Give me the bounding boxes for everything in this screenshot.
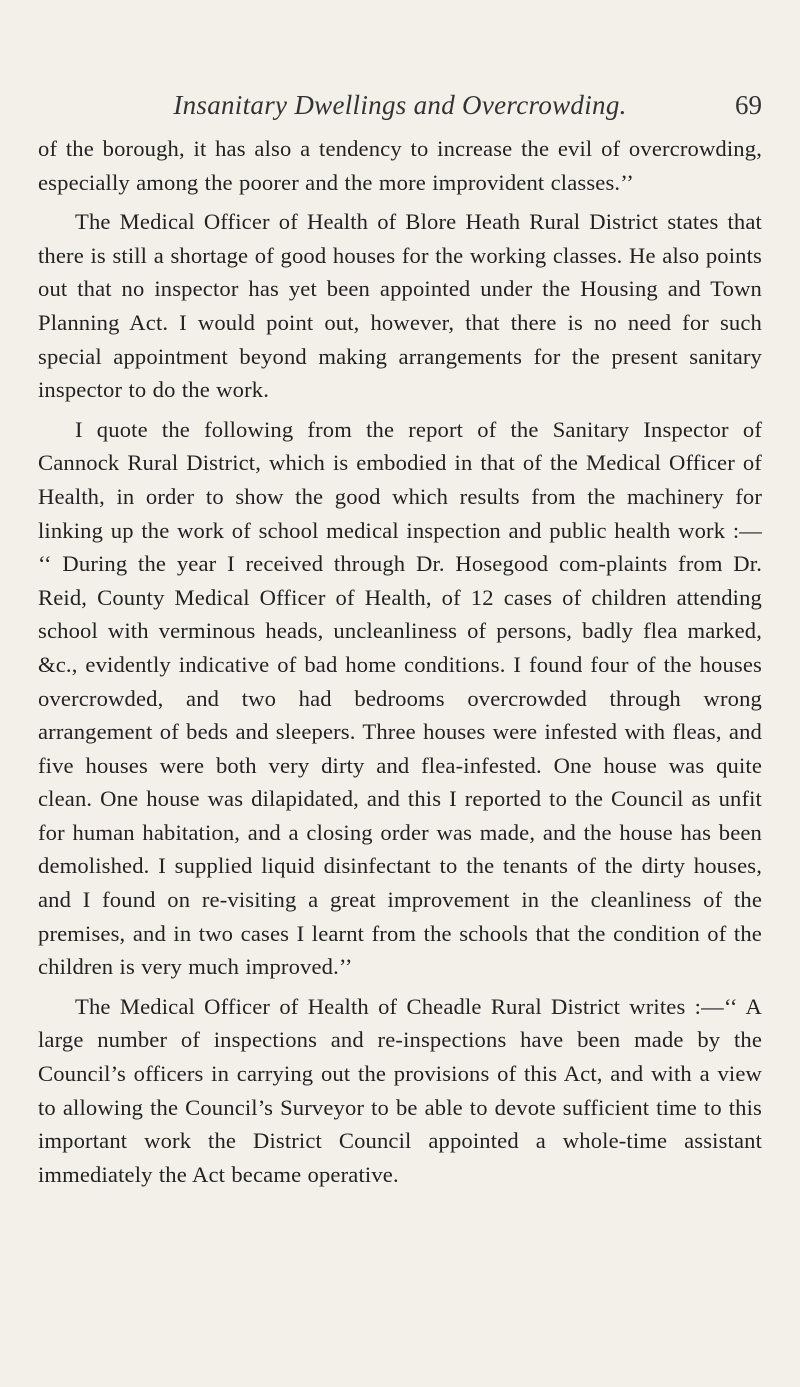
running-title: Insanitary Dwellings and Overcrowding.: [173, 90, 627, 120]
book-page: [38, 86, 762, 1191]
paragraph-cannock: I quote the following from the report of the Sanitary Inspector of Cannock Rural District, which is embodied in that of the Medical Officer of Health, in order to show the good which results from the machinery for linking up the work of school medical inspection and public health work :— ‘‘ During the year I received through Dr. Hosegood com-plaints from Dr. Reid, County Medical Officer of Health, of 12 cases of children attending school with verminous heads, uncleanliness of persons, badly flea marked, &c., evidently indicative of bad home conditions. I found four of the houses overcrowded, and two had bedrooms overcrowded through wrong arrangement of beds and sleepers. Three houses were infested with fleas, and five houses were both very dirty and flea-infested. One house was quite clean. One house was dilapidated, and this I reported to the Council as unfit for human habitation, and a closing order was made, and the house has been demolished. I supplied liquid disinfectant to the tenants of the dirty houses, and I found on re-visiting a great improvement in the cleanliness of the premises, and in two cases I learnt from the schools that the condition of the children is very much improved.’’: [38, 416, 762, 980]
body-text: [38, 132, 762, 1191]
paragraph-cheadle: The Medical Officer of Health of Cheadle Rural District writes :—‘‘ A large number of inspections and re-inspections have been made by the Council’s officers in carrying out the provisions of this Act, and with a view to allowing the Council’s Surveyor to be able to devote sufficient time to this important work the District Council appointed a whole-time assistant immediately the Act became operative.: [38, 993, 762, 1187]
paragraph-continuation: of the borough, it has also a tendency to increase the evil of overcrowding, especially among the poorer and the more improvident classes.’’: [38, 136, 762, 195]
page-number: 69: [735, 90, 762, 120]
paragraph-blore-heath: The Medical Officer of Health of Blore Heath Rural District states that there is still a shortage of good houses for the working classes. He also points out that no inspector has yet been appointed under the Housing and Town Planning Act. I would point out, however, that there is no need for such special appointment beyond making arrangements for the present sanitary inspector to do the work.: [38, 209, 762, 403]
running-head: [38, 86, 762, 132]
